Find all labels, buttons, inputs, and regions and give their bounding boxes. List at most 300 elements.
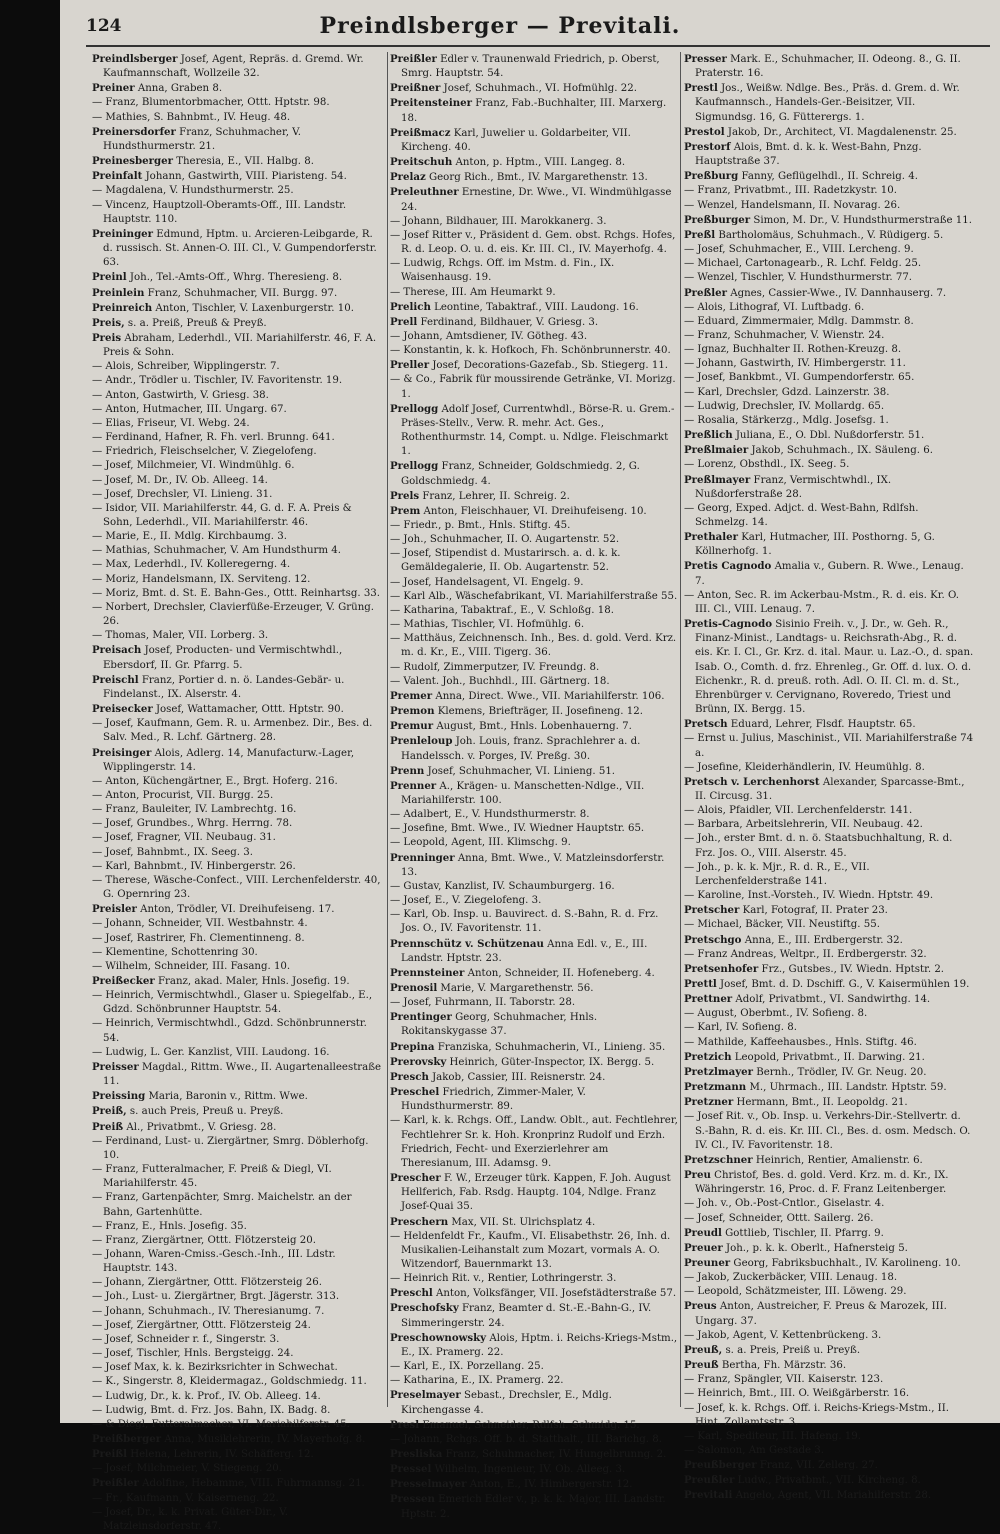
directory-entry xyxy=(92,1104,382,1119)
directory-entry xyxy=(92,1276,382,1290)
directory-entry xyxy=(92,932,382,946)
directory-entry xyxy=(92,544,382,558)
directory-entry xyxy=(92,488,382,502)
directory-entry xyxy=(92,1492,382,1506)
entry-surname: Previtali xyxy=(684,1489,733,1502)
entry-details: s. a. Preis, Preiß u. Preyß. xyxy=(722,1344,861,1356)
directory-entry xyxy=(92,817,382,831)
entry-surname: Preßburger xyxy=(684,213,751,226)
entry-details: Theresia, E., VII. Halbg. 8. xyxy=(172,156,315,168)
entry-details: — & Diegl, Futteralmacher, VI. Mariahilferstr. 45. xyxy=(92,1418,350,1430)
directory-entry xyxy=(684,1065,974,1080)
directory-entry xyxy=(390,1070,680,1085)
entry-details: Klemens, Briefträger, II. Josefineng. 12. xyxy=(434,706,643,718)
entry-details: Marie, V. Margarethenstr. 56. xyxy=(437,983,594,994)
entry-details: — Wilhelm, Schneider, III. Fasang. 10. xyxy=(92,960,291,972)
entry-details: — Karl, Ob. Insp. u. Bauvirect. d. S.-Bahn, R. d. Frz. Jos. O., IV. Favoritenstr. 11. xyxy=(390,909,659,935)
directory-entry xyxy=(92,1135,382,1163)
directory-entry xyxy=(684,271,974,285)
entry-details: Franz, Vermischtwhdl., IX. Nußdorferstraße 28. xyxy=(695,474,892,500)
directory-entry xyxy=(92,902,382,917)
directory-entry xyxy=(92,1234,382,1248)
directory-entry xyxy=(390,908,680,936)
directory-entry xyxy=(684,559,974,588)
entry-details: Alexander, Sparcasse-Bmt., II. Circusg. 31. xyxy=(695,776,965,802)
entry-details: — Magdalena, V. Hundsthurmerstr. 25. xyxy=(92,185,294,197)
entry-details: — Josef, Bankbmt., VI. Gumpendorferstr. 65. xyxy=(684,372,915,384)
entry-details: Anna, Direct. Wwe., VII. Mariahilferstr. 106. xyxy=(432,690,665,702)
entry-details: — Franz, Schuhmacher, V. Wienstr. 24. xyxy=(684,329,885,341)
directory-entry xyxy=(684,589,974,617)
entry-details: — Josef, Rastrirer, Fh. Clementinneng. 8. xyxy=(92,932,305,944)
directory-entry xyxy=(390,96,680,125)
directory-entry xyxy=(684,414,974,428)
entry-details: — Friedr., p. Bmt., Hnls. Stiftg. 45. xyxy=(390,520,571,531)
directory-entry xyxy=(92,1305,382,1319)
directory-entry xyxy=(684,1458,974,1473)
entry-surname: Pretscher xyxy=(684,904,740,917)
directory-entry xyxy=(684,1110,974,1152)
directory-entry xyxy=(684,818,974,832)
entry-details: Franz, Portier d. n. ö. Landes-Gebär- u. Findelanst., IX. Alserstr. 4. xyxy=(103,674,345,700)
entry-details: — Thomas, Maler, VII. Lorberg. 3. xyxy=(92,630,269,642)
entry-details: — Karoline, Inst.-Vorsteh., IV. Wiedn. Hptstr. 49. xyxy=(684,890,934,902)
directory-entry xyxy=(92,874,382,902)
directory-entry xyxy=(92,1248,382,1276)
directory-entry xyxy=(390,330,680,344)
directory-entry xyxy=(92,1017,382,1045)
entry-details: — Mathies, S. Bahnbmt., IV. Heug. 48. xyxy=(92,111,291,123)
directory-entry xyxy=(684,257,974,271)
entry-details: — Josef, Drechsler, VI. Linieng. 31. xyxy=(92,488,273,500)
entry-surname: Prenleloup xyxy=(390,735,453,748)
entry-surname: Preuer xyxy=(684,1241,723,1254)
entry-details: Emerich Edler v., p. k. k. Major, III. Landstr. Hptstr. 2. xyxy=(401,1494,666,1520)
directory-entry xyxy=(684,52,974,81)
directory-entry xyxy=(390,81,680,96)
entry-details: — Josef, Handelsagent, VI. Engelg. 9. xyxy=(390,576,584,588)
entry-details: Fanny, Geflügelhdl., II. Schreig. 4. xyxy=(738,171,919,183)
entry-details: Emanuel, Schneider, Rdlfsh. Schmidg. 15. xyxy=(419,1419,640,1431)
entry-details: Franz, Schneider, Goldschmiedg. 2, G. Goldschmiedg. 4. xyxy=(401,461,640,487)
entry-surname: Prennsteiner xyxy=(390,966,465,979)
entry-surname: Preinfalt xyxy=(92,170,143,183)
directory-entry xyxy=(390,632,680,660)
entry-details: Adolf, Privatbmt., VI. Sandwirthg. 14. xyxy=(732,994,931,1006)
directory-entry xyxy=(92,1432,382,1447)
entry-surname: Presselmayer xyxy=(390,1478,467,1491)
directory-entry xyxy=(684,1080,974,1095)
entry-surname: Prestl xyxy=(684,82,718,95)
entry-details: — Franz, Ziergärtner, Ottt. Flötzersteig 20. xyxy=(92,1234,316,1246)
entry-details: — Valent. Joh., Buchhdl., III. Gärtnerg. 18. xyxy=(390,675,610,687)
entry-surname: Prelich xyxy=(390,300,431,313)
entry-details: — August, Oberbmt., IV. Sofieng. 8. xyxy=(684,1008,868,1020)
entry-details: Josef, Agent, Repräs. d. Gremd. Wr. Kaufmannschaft, Wollzeile 32. xyxy=(103,54,364,80)
entry-details: — Heinrich, Vermischtwhdl., Gdzd. Schönbrunnerstr. 54. xyxy=(92,1018,367,1044)
entry-details: Maria, Baronin v., Rittm. Wwe. xyxy=(145,1091,308,1103)
entry-details: — Johann, Rchgs. Off. b. d. Statthalt., III. Barichg. 8. xyxy=(390,1433,662,1445)
entry-details: — Ferdinand, Hafner, R. Fh. verl. Brunng. 641. xyxy=(92,432,335,444)
directory-entry xyxy=(92,474,382,488)
directory-entry xyxy=(390,519,680,533)
directory-entry xyxy=(92,1163,382,1191)
entry-surname: Preu xyxy=(684,1169,711,1182)
entry-surname: Pretis Cagnodo xyxy=(684,560,772,573)
directory-entry xyxy=(390,779,680,808)
directory-entry xyxy=(92,803,382,817)
entry-details: s. auch Preis, Preuß u. Preyß. xyxy=(126,1106,284,1118)
entry-surname: Preißler xyxy=(390,53,437,65)
entry-surname: Prethaler xyxy=(684,531,738,544)
column-2 xyxy=(390,52,680,1520)
entry-details: — Ferdinand, Lust- u. Ziergärtner, Smrg. Döblerhofg. 10. xyxy=(92,1135,369,1161)
directory-entry xyxy=(390,344,680,358)
entry-details: — Franz, Bauleiter, IV. Lambrechtg. 16. xyxy=(92,804,297,816)
entry-surname: Preitensteiner xyxy=(390,97,473,110)
entry-surname: Preschofsky xyxy=(390,1302,459,1315)
directory-entry xyxy=(684,889,974,903)
page-header xyxy=(0,0,1000,46)
entry-details: Anna, E., III. Erdbergerstr. 32. xyxy=(741,934,903,946)
directory-entry xyxy=(92,1375,382,1389)
entry-details: — Michael, Bäcker, VII. Neustiftg. 55. xyxy=(684,919,880,931)
directory-entry xyxy=(684,81,974,124)
entry-details: — Josef, Tischler, Hnls. Bergsteigg. 24. xyxy=(92,1348,294,1360)
entry-details: — Marie, E., II. Mdlg. Kirchbaumg. 3. xyxy=(92,531,287,543)
entry-surname: Prerovsky xyxy=(390,1055,447,1068)
entry-details: Alois, Bmt. d. k. k. West-Bahn, Pnzg. Hauptstraße 37. xyxy=(695,141,922,168)
entry-details: — Josef, Bahnbmt., IX. Seeg. 3. xyxy=(92,846,253,858)
directory-entry xyxy=(92,431,382,445)
entry-details: Joh., p. k. k. Oberlt., Hafnersteig 5. xyxy=(722,1242,908,1254)
entry-details: Anton, p. Hptm., VIII. Langeg. 8. xyxy=(452,157,626,169)
entry-details: Anton, Fleischhauer, VI. Dreihufeiseng. 10. xyxy=(420,505,647,517)
entry-details: Edler v. Traunenwald Friedrich, p. Oberst, Smrg. Hauptstr. 54. xyxy=(401,54,660,80)
entry-details: Anton, Trödler, VI. Dreihufeiseng. 17. xyxy=(136,904,335,916)
entry-details: Juliana, E., O. Dbl. Nußdorferstr. 51. xyxy=(732,430,925,442)
entry-details: — Mathilde, Kaffeehausbes., Hnls. Stiftg. 46. xyxy=(684,1036,917,1048)
directory-entry xyxy=(390,704,680,719)
entry-surname: Preininger xyxy=(92,227,154,240)
entry-details: — Salomon, Am Gestade 3. xyxy=(684,1445,825,1456)
directory-entry xyxy=(684,1256,974,1271)
entry-surname: Premer xyxy=(390,689,433,702)
directory-entry xyxy=(684,962,974,977)
entry-surname: Preleuthner xyxy=(390,186,459,199)
directory-entry xyxy=(390,185,680,214)
directory-entry xyxy=(92,169,382,184)
entry-details: — Alois, Lithograf, VI. Luftbadg. 6. xyxy=(684,301,865,313)
directory-entry xyxy=(390,1272,680,1286)
entry-details: — Johann, Waren-Cmiss.-Gesch.-Inh., III. Ldstr. Hauptstr. 143. xyxy=(92,1248,336,1275)
entry-surname: Prenn xyxy=(390,764,425,777)
directory-entry xyxy=(684,977,974,992)
directory-entry xyxy=(684,933,974,948)
entry-details: Wilhelm, Ingenieur, IV. Ob. Alleeg. 3. xyxy=(431,1464,626,1476)
directory-entry xyxy=(684,125,974,140)
entry-details: Heinrich, Rentier, Amalienstr. 6. xyxy=(752,1154,923,1166)
directory-entry xyxy=(92,558,382,572)
entry-surname: Prescher xyxy=(390,1172,441,1185)
directory-entry xyxy=(92,1333,382,1347)
directory-entry xyxy=(92,1506,382,1534)
directory-entry xyxy=(92,1476,382,1491)
directory-entry xyxy=(92,746,382,775)
directory-entry xyxy=(684,184,974,198)
entry-details: Anton, Volksfänger, VII. Josefstädterstraße 57. xyxy=(432,1288,677,1300)
column-divider xyxy=(680,52,681,1407)
entry-details: — Heinrich Rit. v., Rentier, Lothringerstr. 3. xyxy=(390,1273,617,1285)
entry-details: Anna, Bmt. Wwe., V. Matzleinsdorferstr. 13. xyxy=(401,852,665,878)
directory-entry xyxy=(390,229,680,257)
entry-details: — Josef, Fuhrmann, II. Taborstr. 28. xyxy=(390,997,576,1009)
entry-details: — Josef, E., V. Ziegelofeng. 3. xyxy=(390,895,542,907)
entry-details: — Georg, Exped. Adjct. d. West-Bahn, Rdlfsh. Schmelzg. 14. xyxy=(684,502,919,528)
entry-details: Jos., Weißw. Ndlge. Bes., Präs. d. Grem. d. Wr. Kaufmannsch., Handels-Ger.-Beisitzer, VII. Sigmundsg. 16, G. Fütterergs. 1. xyxy=(695,83,960,123)
directory-entry xyxy=(684,1343,974,1358)
entry-details: — Ludwig, Dr., k. k. Prof., IV. Ob. Alleeg. 14. xyxy=(92,1390,321,1402)
entry-surname: Prels xyxy=(390,489,420,502)
entry-surname: Prellogg xyxy=(390,460,439,473)
entry-details: — Anton, Procurist, VII. Burgg. 25. xyxy=(92,789,274,801)
entry-details: Alois, Adlerg. 14, Manufacturw.-Lager, Wipplingerstr. 14. xyxy=(103,747,355,773)
entry-details: — Michael, Cartonagearb., R. Lchf. Feldg. 25. xyxy=(684,258,922,270)
directory-entry xyxy=(684,804,974,818)
entry-surname: Prelaz xyxy=(390,171,426,184)
directory-entry xyxy=(92,417,382,431)
entry-details: — Max, Lederhdl., IV. Kolleregerng. 4. xyxy=(92,559,291,571)
entry-details: — Johann, Amtsdiener, IV. Götheg. 43. xyxy=(390,330,588,342)
directory-entry xyxy=(92,1220,382,1234)
directory-entry xyxy=(390,1447,680,1462)
directory-entry xyxy=(92,789,382,803)
entry-details: Joh., Tel.-Amts-Off., Whrg. Theresieng. 8. xyxy=(126,272,343,284)
directory-entry xyxy=(390,1418,680,1433)
entry-details: — Josef, Dr., k. k. Privat. Güter-Dir., V. Matzleinsdorferstr. 47. xyxy=(92,1506,288,1532)
page-number: 124 xyxy=(86,16,122,36)
entry-details: Eduard, Lehrer, Flsdf. Hauptstr. 65. xyxy=(727,719,916,731)
entry-surname: Pretis-Cagnodo xyxy=(684,618,773,631)
entry-details: Josef, Decorations-Gazefab., Sb. Stiegerg. 11. xyxy=(429,360,669,372)
entry-details: Simon, M. Dr., V. Hundsthurmerstraße 11. xyxy=(750,214,972,226)
entry-details: — Jakob, Zuckerbäcker, VIII. Lenaug. 18. xyxy=(684,1272,898,1284)
directory-entry xyxy=(92,860,382,874)
directory-entry xyxy=(92,52,382,81)
entry-details: — Josef, Schneider r. f., Singerstr. 3. xyxy=(92,1333,280,1345)
entry-details: — Katharina, E., IX. Pramerg. 22. xyxy=(390,1375,564,1387)
entry-details: — Karl, Spediteur, III. Hafeng. 19. xyxy=(684,1430,862,1442)
directory-entry xyxy=(684,1197,974,1211)
directory-entry xyxy=(684,1488,974,1503)
directory-entry xyxy=(684,1402,974,1430)
entry-details: — Franz, Gartenpächter, Smrg. Maichelstr. an der Bahn, Gartenhütte. xyxy=(92,1192,352,1218)
directory-entry xyxy=(390,1388,680,1417)
directory-entry xyxy=(684,1358,974,1373)
directory-entry xyxy=(684,832,974,860)
entry-details: Georg, Fabriksbuchhalt., IV. Karolineng. 10. xyxy=(730,1257,961,1269)
directory-entry xyxy=(92,1319,382,1333)
directory-entry xyxy=(684,1271,974,1285)
entry-surname: Preißl xyxy=(92,1448,127,1461)
entry-details: Leopold, Privatbmt., II. Darwing. 21. xyxy=(731,1051,925,1063)
directory-entry xyxy=(684,301,974,315)
entry-details: Anton, Austreicher, F. Preus & Marozek, III. Ungarg. 37. xyxy=(695,1301,947,1327)
entry-surname: Preisinger xyxy=(92,746,152,759)
directory-entry xyxy=(92,917,382,931)
entry-surname: Premon xyxy=(390,705,435,718)
directory-entry xyxy=(684,530,974,559)
directory-entry xyxy=(92,974,382,989)
entry-surname: Prettl xyxy=(684,978,717,990)
directory-entry xyxy=(684,428,974,443)
entry-details: Jakob, Cassier, III. Reisnerstr. 24. xyxy=(428,1071,606,1083)
directory-entry xyxy=(92,301,382,316)
running-head: Preindlsberger — Previtali. xyxy=(319,13,681,39)
entry-details: — Franz, E., Hnls. Josefig. 35. xyxy=(92,1220,247,1232)
entry-surname: Preinl xyxy=(92,271,127,284)
entry-details: — Joh., erster Bmt. d. n. ö. Staatsbuchhaltung, R. d. Frz. Jos. O., VIII. Alserstr. 45. xyxy=(684,833,953,859)
entry-details: F. W., Erzeuger türk. Kappen, F. Joh. August Hellferich, Fab. Rsdg. Hauptg. 104, Ndlge. Franz Josef-Quai 35. xyxy=(401,1173,671,1213)
entry-surname: Presch xyxy=(390,1070,429,1083)
directory-entry xyxy=(390,1010,680,1039)
entry-surname: Preudl xyxy=(684,1226,722,1239)
entry-details: — Franz, Spängler, VII. Kaiserstr. 123. xyxy=(684,1374,884,1386)
directory-entry xyxy=(684,1430,974,1444)
directory-entry xyxy=(390,402,680,460)
entry-details: — Therese, Wäsche-Confect., VIII. Lerchenfelderstr. 40, G. Opernring 23. xyxy=(92,874,381,901)
entry-surname: Preßlmaier xyxy=(684,444,749,457)
entry-surname: Preus xyxy=(684,1300,717,1313)
directory-entry xyxy=(684,1153,974,1168)
entry-details: — Heinrich, Vermischtwhdl., Glaser u. Spiegelfab., E., Gdzd. Schönbrunner Hauptstr. 54. xyxy=(92,990,373,1016)
entry-details: A., Krägen- u. Manschetten-Ndlge., VII. Mariahilferstr. 100. xyxy=(401,780,645,806)
entry-details: — Heldenfeldt Fr., Kaufm., VI. Elisabethstr. 26, Inh. d. Musikalien-Leihanstalt zum Mozart, vormals A. O. Witzendorf, Bauernmarkt 13. xyxy=(390,1230,671,1270)
entry-details: Anna, Graben 8. xyxy=(134,83,223,95)
entry-surname: Preuß xyxy=(684,1359,719,1372)
directory-entry xyxy=(390,489,680,504)
directory-entry xyxy=(390,52,680,81)
scan-border xyxy=(0,0,60,1423)
directory-entry xyxy=(684,717,974,732)
entry-details: — Ludwig, Drechsler, IV. Mollardg. 65. xyxy=(684,400,885,412)
directory-entry xyxy=(92,111,382,125)
entry-surname: Preselmayer xyxy=(390,1389,461,1402)
entry-details: Christof, Bes. d. gold. Verd. Krz. m. d. Kr., IX. Währingerstr. 16, Proc. d. F. Franz Leitenberger. xyxy=(695,1170,949,1196)
directory-entry xyxy=(92,587,382,601)
entry-details: Bertha, Fh. Märzstr. 36. xyxy=(718,1360,847,1372)
entry-surname: Preschownowsky xyxy=(390,1331,487,1344)
entry-details: — Alois, Schreiber, Wipplingerstr. 7. xyxy=(92,361,280,373)
directory-entry xyxy=(684,357,974,371)
directory-entry xyxy=(684,199,974,213)
entry-details: Franz, Schuhmacher, V. Hundsthurmerstr. 21. xyxy=(103,126,301,152)
entry-details: Helena, Lehrerin, IV. Schäfferg. 12. xyxy=(127,1449,314,1461)
entry-surname: Prettner xyxy=(684,993,733,1006)
entry-surname: Prenosil xyxy=(390,982,438,994)
directory-entry xyxy=(390,504,680,519)
entry-details: — Josef Rit. v., Ob. Insp. u. Verkehrs-Dir.-Stellvertr. d. S.-Bahn, R. d. eis. Kr. III. Cl., Bes. d. osm. Medsch. O. IV. Cl., IV. Favoritenstr. 18. xyxy=(684,1111,971,1151)
directory-entry xyxy=(390,1492,680,1521)
entry-surname: Preißecker xyxy=(92,975,155,987)
entry-surname: Prellogg xyxy=(390,402,439,415)
entry-details: Alois, Hptm. i. Reichs-Kriegs-Mstm., E., IX. Pramerg. 22. xyxy=(401,1332,678,1358)
entry-surname: Preisecker xyxy=(92,703,153,716)
entry-surname: Preischl xyxy=(92,673,139,686)
entry-surname: Preller xyxy=(390,359,430,372)
directory-entry xyxy=(92,316,382,331)
entry-details: — Franz Andreas, Weltpr., II. Erdbergerstr. 32. xyxy=(684,948,927,960)
directory-entry xyxy=(684,1226,974,1241)
entry-surname: Pretzschner xyxy=(684,1153,753,1166)
directory-entry xyxy=(684,903,974,918)
entry-details: — Franz, Privatbmt., III. Radetzkystr. 10. xyxy=(684,185,897,197)
entry-surname: Preis xyxy=(92,331,122,344)
entry-details: — Johann, Gastwirth, IV. Himbergerstr. 11. xyxy=(684,358,906,370)
entry-details: Ludw., Privatbmt., VII. Kircheng. 8. xyxy=(734,1475,921,1487)
directory-entry xyxy=(390,576,680,590)
directory-entry xyxy=(92,81,382,96)
entry-details: Edmund, Hptm. u. Arcieren-Leibgarde, R. d. russisch. St. Annen-O. III. Cl., V. Gumpendorferstr. 63. xyxy=(103,228,377,269)
directory-entry xyxy=(684,169,974,184)
entry-surname: Pretsenhofer xyxy=(684,962,759,975)
entry-details: Joh. Louis, franz. Sprachlehrer a. d. Handelssch. v. Porges, IV. Preßg. 30. xyxy=(401,736,641,762)
directory-entry xyxy=(92,573,382,587)
entry-surname: Prenner xyxy=(390,779,437,792)
directory-entry xyxy=(92,1361,382,1375)
entry-details: Al., Privatbmt., V. Griesg. 28. xyxy=(123,1121,277,1133)
directory-entry xyxy=(390,851,680,880)
entry-surname: Preißberger xyxy=(92,1433,162,1445)
entry-details: — Ludwig, Rchgs. Off. im Mstm. d. Fin., IX. Waisenhausg. 19. xyxy=(390,258,615,284)
directory-entry xyxy=(390,257,680,285)
entry-details: — Rosalia, Stärkerzg., Mdlg. Josefsg. 1. xyxy=(684,414,889,426)
entry-surname: Preiner xyxy=(92,82,135,95)
directory-entry xyxy=(92,96,382,110)
directory-entry xyxy=(92,403,382,417)
directory-entry xyxy=(390,315,680,330)
entry-details: — Ludwig, Bmt. d. Frz. Jos. Bahn, IX. Badg. 8. xyxy=(92,1404,331,1416)
entry-details: Mark. E., Schuhmacher, II. Odeong. 8., G. II. Praterstr. 16. xyxy=(695,54,961,80)
directory-entry xyxy=(390,358,680,373)
directory-entry xyxy=(92,831,382,845)
directory-entry xyxy=(390,937,680,966)
directory-entry xyxy=(92,989,382,1017)
entry-surname: Preschl xyxy=(390,1287,433,1300)
entry-details: Adolfine, Hebamme, VIII. Fuhrmannsg. 21. xyxy=(138,1478,365,1490)
entry-details: M., Uhrmach., III. Landstr. Hptstr. 59. xyxy=(746,1082,947,1094)
entry-details: Karl, Hutmacher, III. Posthorng. 5, G. Köllnerhofg. 1. xyxy=(695,532,935,558)
directory-entry xyxy=(684,315,974,329)
entry-surname: Preinersdorfer xyxy=(92,125,176,138)
directory-entry xyxy=(390,764,680,779)
entry-details: — Elias, Friseur, VI. Webg. 24. xyxy=(92,417,250,429)
entry-details: Anna Edl. v., E., III. Landstr. Hptstr. 23. xyxy=(401,938,648,964)
directory-entry xyxy=(92,960,382,974)
directory-entry xyxy=(684,861,974,889)
entry-surname: Prell xyxy=(390,315,418,328)
directory-entry xyxy=(390,675,680,689)
entry-details: — Josef, Kaufmann, Gem. R. u. Armenbez. Dir., Bes. d. Salv. Med., R. Lchf. Gärtnerg. 28. xyxy=(92,718,373,744)
entry-details: — Josefine, Bmt. Wwe., IV. Wiedner Hauptstr. 65. xyxy=(390,823,645,835)
entry-details: Adolf Josef, Currentwhdl., Börse-R. u. Grem.-Präses-Stellv., Verw. R. mehr. Act. Ges., Rothenthurmstr. 14, Compt. u. Ndlge. Fleischmarkt 1. xyxy=(401,403,675,458)
entry-details: — Mathias, Tischler, VI. Hofmühlg. 6. xyxy=(390,619,585,631)
directory-entry xyxy=(92,360,382,374)
entry-details: Josef, Schuhmacher, VI. Linieng. 51. xyxy=(424,765,616,777)
directory-entry xyxy=(684,1299,974,1328)
entry-details: Josef, Bmt. d. D. Dschiff. G., V. Kaisermühlen 19. xyxy=(716,979,970,990)
column-1 xyxy=(92,52,382,1532)
